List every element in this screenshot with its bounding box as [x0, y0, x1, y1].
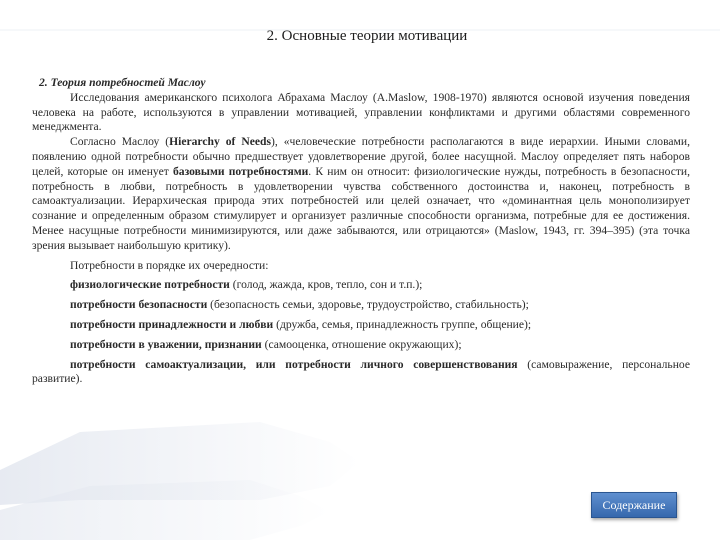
p2-text-2: ), «человеческие потребности располагаются в виде иерархии. Иными словами, появлению одной потребности обычно предшествует удовлетворение другой, более насущной. Маслоу определяет пять наборов целей, которые он именует: [32, 135, 690, 178]
paragraph-intro: Исследования американского психолога Абрахама Маслоу (A.Maslow, 1908-1970) являются основой изучения поведения человека на работе, используются в управлении мотивацией, управлении конфликтами и другими областями современного менеджмента.: [32, 90, 690, 134]
need-item: [32, 338, 690, 353]
p2-text-1: Согласно Маслоу (: [70, 135, 170, 149]
paragraph-hierarchy: [32, 135, 690, 253]
need-item: [32, 318, 690, 333]
p2-bold-basic-needs: базовыми потребностями: [172, 164, 309, 178]
slide-title: 2. Основные теории мотивации: [266, 28, 468, 44]
need-item: [32, 358, 690, 388]
need-name: потребности в уважении, признании: [70, 337, 262, 351]
section-heading: 2. Теория потребностей Маслоу: [39, 76, 206, 89]
need-name: физиологические потребности: [70, 278, 230, 292]
need-desc: (дружба, семья, принадлежность группе, общение);: [273, 317, 532, 331]
need-item: [32, 278, 690, 293]
need-desc: (самовыражение, персональное развитие).: [32, 357, 690, 386]
need-name: потребности самоактуализации, или потребности личного совершенствования: [70, 357, 518, 371]
p2-text-3: . К ним он относит: физиологические нужды, потребность в безопасности, потребность в любви, потребность в удовлетворении чувства собственного достоинства и, наконец, потребность в самоактуализации. Иерархическая природа этих потребностей или целей означает, что «доминантная цель монополизирует сознание и определенным образом стимулирует и организует различные способности организма, потребные для ее достижения. Менее насущные потребности минимизируются, или даже забываются, или отрицаются» (Maslow, 1943, гг. 394–395) (эта точка зрения вызывает наибольшую критику).: [32, 164, 691, 252]
p2-bold-hierarchy: Hierarchy of Needs: [169, 135, 271, 149]
need-name: потребности принадлежности и любви: [70, 317, 274, 331]
need-item: [32, 298, 690, 313]
need-desc: (безопасность семьи, здоровье, трудоустройство, стабильность);: [207, 298, 529, 312]
needs-list-intro: Потребности в порядке их очередности:: [70, 258, 269, 272]
content-body: [32, 76, 690, 387]
need-desc: (самооценка, отношение окружающих);: [261, 337, 462, 351]
contents-button[interactable]: Содержание: [591, 492, 677, 518]
need-name: потребности безопасности: [70, 298, 208, 312]
need-desc: (голод, жажда, кров, тепло, сон и т.п.);: [229, 278, 423, 292]
